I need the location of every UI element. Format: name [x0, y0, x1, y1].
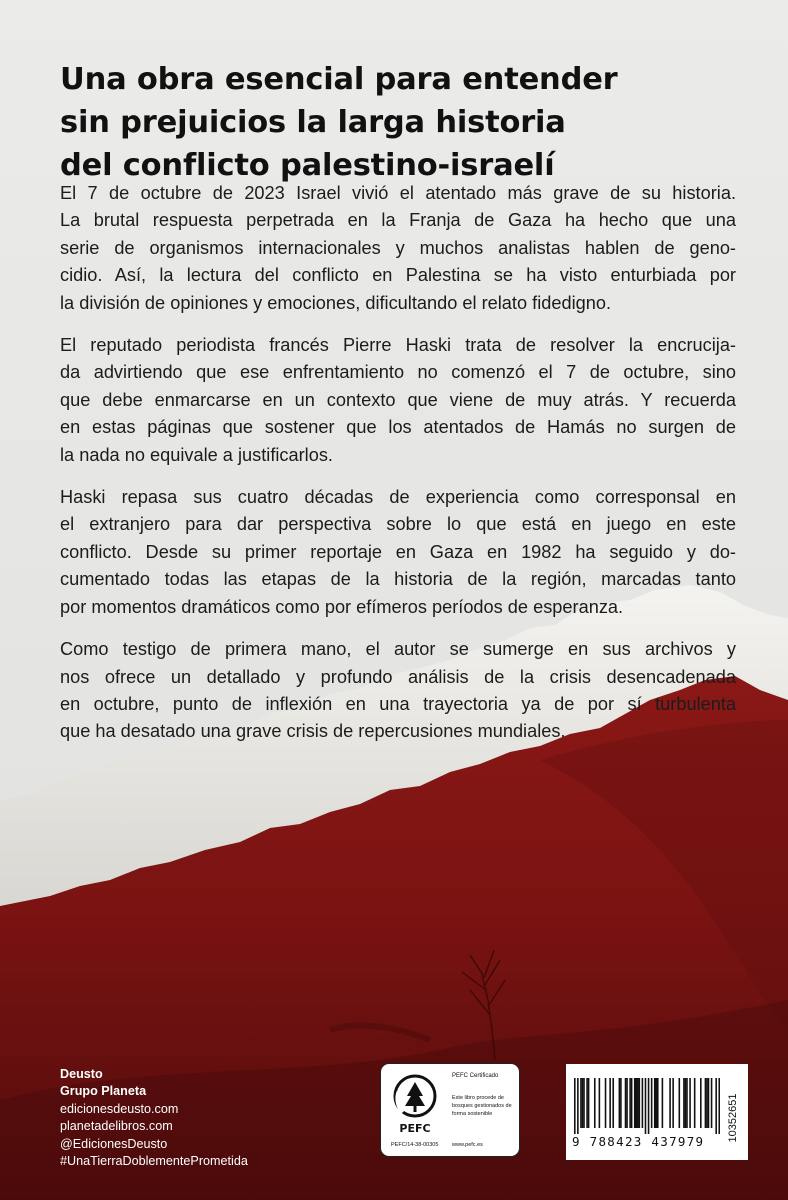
barcode-bar	[586, 1078, 588, 1128]
barcode-bar	[620, 1078, 622, 1128]
barcode-bar	[625, 1078, 627, 1128]
barcode-bar	[609, 1078, 611, 1128]
barcode-bar	[580, 1078, 582, 1128]
barcode-bar	[588, 1078, 590, 1128]
barcode-bar	[645, 1078, 647, 1134]
body-line: que ha desatado una grave crisis de repercusiones mundiales.	[60, 721, 566, 742]
body-line: la nada no equivale a justificarlos.	[60, 444, 333, 465]
barcode-bar	[583, 1078, 585, 1128]
barcode-bar	[669, 1078, 671, 1128]
body-line: cumentado todas las etapas de la historia de la región, marcadas tanto	[60, 569, 736, 590]
body-line: cidio. Así, la lectura del conflicto en Palestina se ha visto enturbiada por	[60, 265, 736, 286]
barcode-bar	[672, 1078, 674, 1128]
body-line: nos ofrece un detallado y profundo análisis de la crisis desencadenada	[60, 666, 736, 687]
body-line: por momentos dramáticos como por efímeros períodos de esperanza.	[60, 596, 624, 617]
headline-line: del conflicto palestino-israelí	[60, 148, 555, 183]
barcode-bar	[642, 1078, 644, 1128]
barcode-bar	[619, 1078, 621, 1128]
body-paragraph	[60, 636, 736, 746]
barcode-bar	[657, 1078, 659, 1128]
barcode-bar	[718, 1078, 720, 1134]
headline	[60, 58, 750, 187]
pefc-url: www.pefc.es	[452, 1142, 483, 1148]
barcode-bar	[700, 1078, 702, 1128]
barcode-bar	[708, 1078, 710, 1128]
barcode-bar	[629, 1078, 631, 1128]
pefc-certification-badge	[380, 1063, 520, 1157]
pefc-tree-logo-icon	[391, 1072, 439, 1142]
pefc-code: PEFC/14-38-00305	[391, 1142, 439, 1148]
barcode-bar	[648, 1078, 650, 1134]
publisher-website: edicionesdeusto.com	[60, 1101, 179, 1116]
barcode-bar	[637, 1078, 639, 1128]
barcode-bar	[686, 1078, 688, 1128]
body-line: en octubre, punto de inflexión en una trayectoria ya de por sí turbulenta	[60, 693, 736, 714]
barcode-bar	[694, 1078, 696, 1128]
body-line: serie de organismos internacionales y muchos analistas hablen de geno-	[60, 237, 736, 258]
barcode-bar	[612, 1078, 614, 1128]
body-line: conflicto. Desde su primer reportaje en Gaza en 1982 ha seguido y do-	[60, 541, 736, 562]
barcode-bar	[651, 1078, 653, 1128]
body-line: La brutal respuesta perpetrada en la Franja de Gaza ha hecho que una	[60, 210, 736, 231]
barcode-bar	[683, 1078, 685, 1128]
barcode-bar	[685, 1078, 687, 1128]
barcode-bar	[706, 1078, 708, 1128]
body-line: El 7 de octubre de 2023 Israel vivió el atentado más grave de su historia.	[60, 183, 736, 203]
publisher-social: @EdicionesDeusto	[60, 1136, 168, 1151]
body-paragraph	[60, 332, 736, 469]
barcode-bar	[599, 1078, 601, 1128]
barcode-bar	[577, 1078, 579, 1134]
body-line: da advirtiendo que ese enfrentamiento no comenzó el 7 de octubre, sino	[60, 362, 736, 383]
barcode-bar	[574, 1078, 576, 1134]
body-paragraph	[60, 484, 736, 621]
body-line: la división de opiniones y emociones, dificultando el relato fidedigno.	[60, 292, 612, 313]
publisher-info	[60, 1066, 248, 1170]
barcode-bar	[662, 1078, 664, 1128]
body-line: Haski repasa sus cuatro décadas de experiencia como corresponsal en	[60, 487, 736, 508]
barcode-icon	[574, 1078, 720, 1134]
barcode-bar	[711, 1078, 713, 1128]
reference-code: 10352651	[727, 1093, 739, 1143]
body-line: El reputado periodista francés Pierre Haski trata de resolver la encrucija-	[60, 335, 736, 356]
body-line: Como testigo de primera mano, el autor se sumerge en sus archivos y	[60, 639, 736, 660]
headline-line: Una obra esencial para entender	[60, 62, 618, 97]
publisher-name: Deusto	[60, 1067, 103, 1081]
body-line: que debe enmarcarse en un contexto que viene de muy atrás. Y recuerda	[60, 389, 736, 410]
barcode-bar	[631, 1078, 633, 1128]
body-line: en estas páginas que sostener que los atentados de Hamás no surgen de	[60, 417, 736, 438]
barcode-bar	[715, 1078, 717, 1134]
barcode-bar	[705, 1078, 707, 1128]
barcode-bar	[582, 1078, 584, 1128]
publisher-group: Grupo Planeta	[60, 1084, 147, 1099]
pefc-certified-label: PEFC Certificado	[452, 1073, 499, 1079]
body-paragraph	[60, 180, 736, 317]
publisher-website: planetadelibros.com	[60, 1119, 173, 1134]
barcode-bar	[655, 1078, 657, 1128]
barcode-bar	[594, 1078, 596, 1128]
pefc-description: Este libro procede de bosques gestionados de forma sostenible	[452, 1095, 512, 1117]
pefc-logo-text: PEFC	[399, 1122, 431, 1135]
body-text	[60, 180, 736, 761]
isbn-barcode	[566, 1064, 748, 1160]
barcode-bar	[639, 1078, 641, 1128]
body-line: el extranjero para dar perspectiva sobre lo que está en juego en este	[60, 514, 736, 535]
isbn-number: 9 788423 437979	[572, 1134, 705, 1149]
headline-line: sin prejuicios la larga historia	[60, 105, 566, 140]
barcode-bar	[679, 1078, 681, 1128]
barcode-bar	[626, 1078, 628, 1128]
barcode-bar	[634, 1078, 636, 1128]
barcode-bar	[689, 1078, 691, 1128]
barcode-bar	[605, 1078, 607, 1128]
publisher-hashtag: #UnaTierraDoblementePrometida	[60, 1154, 248, 1169]
barcode-bar	[635, 1078, 637, 1128]
barcode-bar	[654, 1078, 656, 1128]
